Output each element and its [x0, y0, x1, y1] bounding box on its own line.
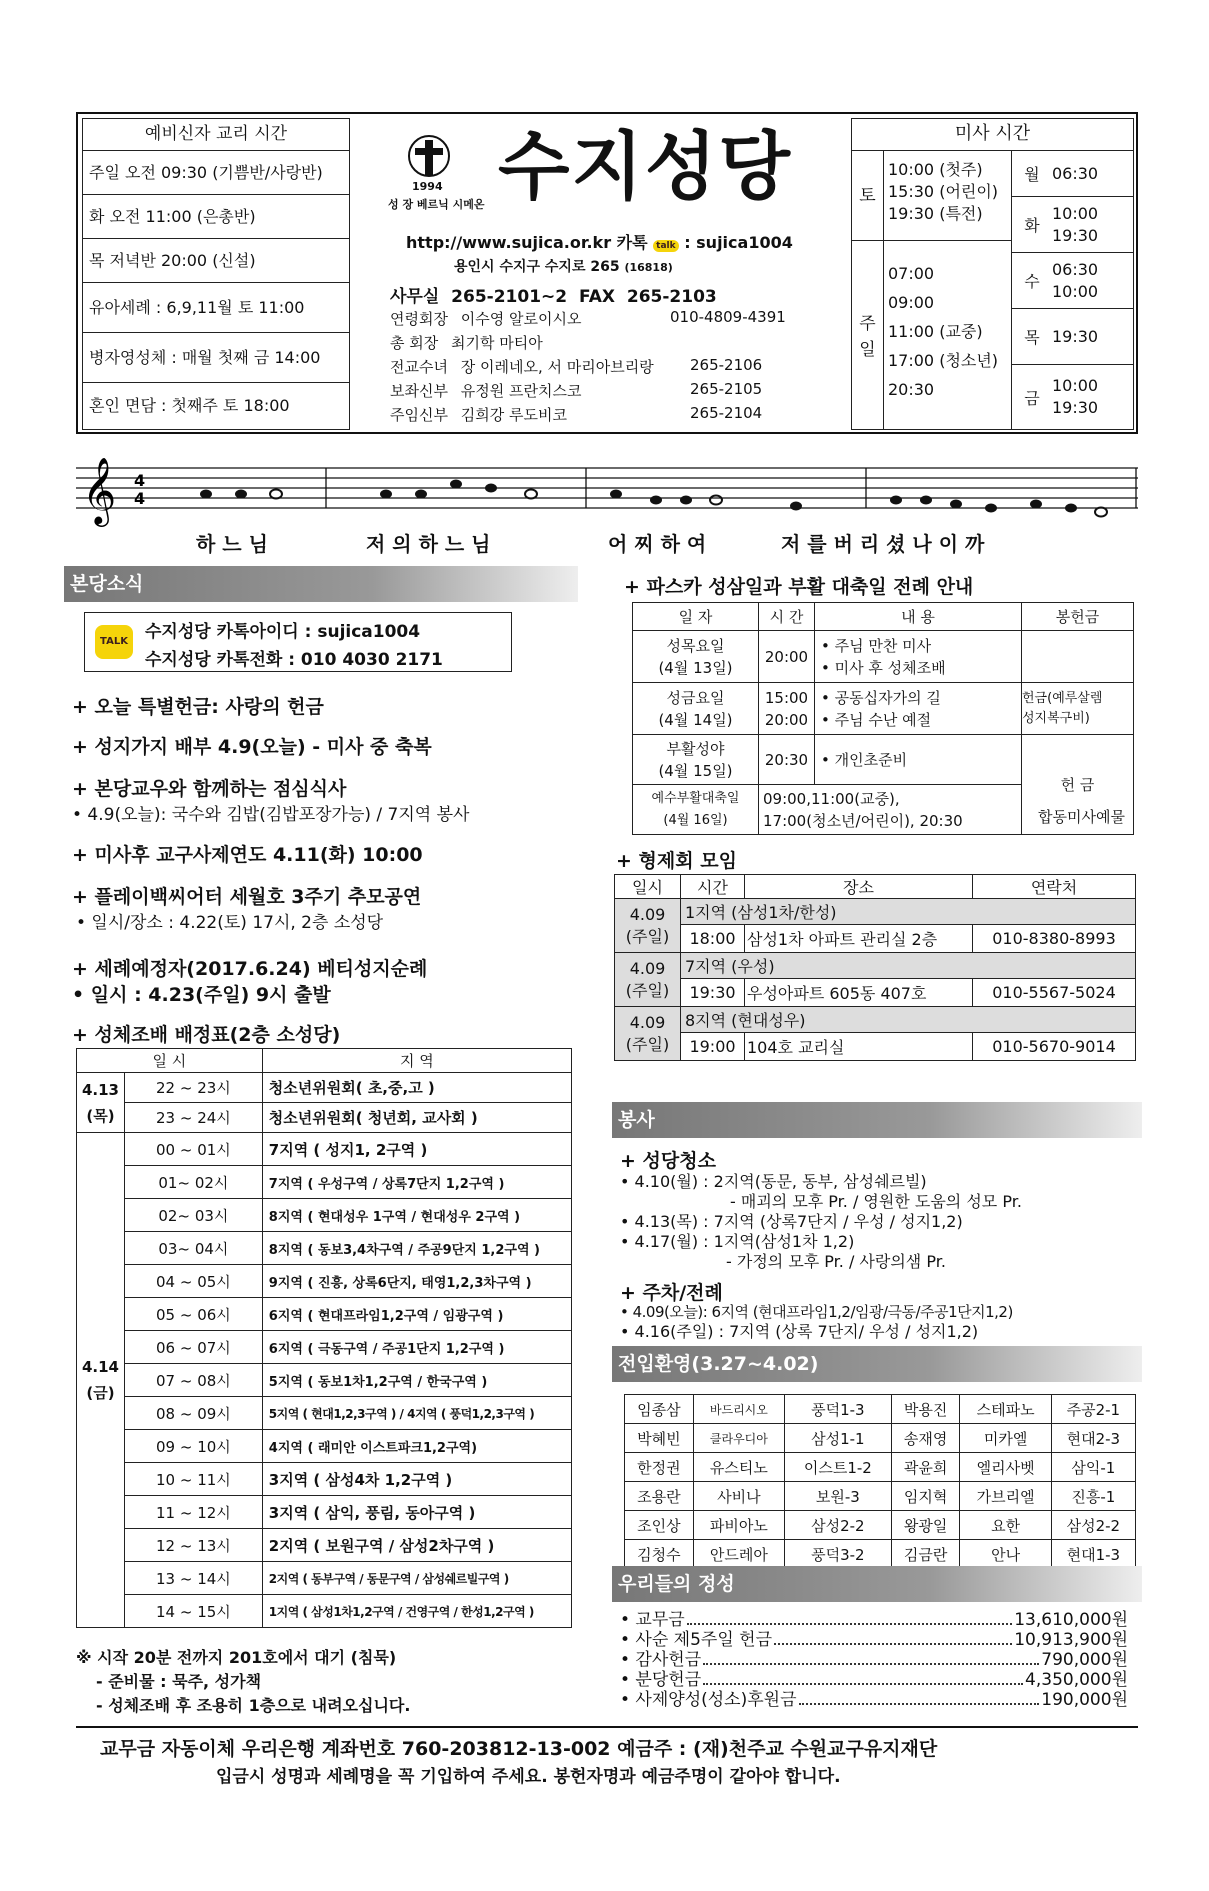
header-box — [76, 112, 1138, 434]
sun-label: 주 일 — [852, 241, 884, 429]
news-adoration-title: + 성체조배 배정표(2층 소성당) — [72, 1024, 341, 1046]
parking-title: + 주차/전례 — [620, 1282, 723, 1304]
parking-list: • 4.09(오늘): 6지역 (현대프라임1,2/임광/극동/주공1단지1,2) • 4.16(주일) : 7지역 (상록 7단지/ 우성 / 성지1,2) — [620, 1303, 1013, 1341]
talk-icon: TALK — [95, 625, 133, 659]
cleaning-list: • 4.10(월) : 2지역(동문, 동부, 삼성쉐르빌) - 매괴의 모후 Pr. / 영원한 도움의 성모 Pr. • 4.13(목) : 7지역 (상록7단지 / 우성 / 성지1,2) • 4.17(월) : 1지역(삼성1차 1,2) - 가정의 모후 Pr. / 사랑의샘 Pr. — [620, 1172, 1022, 1271]
news-special-offering: + 오늘 특별헌금: 사랑의 헌금 — [72, 696, 324, 718]
offering-list: • 교무금 13,610,000원 • 사순 제5주일 헌금 10,913,900원 • 감사헌금 790,000원 • 분당헌금 4,350,000원 • 사제양성(성소)후원금 190,000원 — [620, 1610, 1128, 1710]
section-bar-welcome: 전입환영(3.27~4.02) — [612, 1346, 1142, 1382]
mass-panel: 미사 시간 토 10:00 (첫주) 15:30 (어린이) 19:30 (특전) 주 일 07:00 09:00 11:00 (교중) 17:00 (청소년) 20:30 월 06:30 화 10:00 19:30 수 06:30 10:00 목 19:30 금 10:00 19:30 — [851, 118, 1134, 430]
easter-last-offering: 합동미사예물 — [1038, 808, 1125, 826]
lyric: 저 의 하 느 님 — [366, 532, 491, 556]
kakao-box — [84, 612, 512, 672]
office-line: 사무실 265-2101~2 FAX 265-2103 — [390, 287, 717, 307]
sat-time: 15:30 (어린이) — [888, 182, 999, 201]
section-bar-service: 봉사 — [612, 1102, 1142, 1138]
brothers-title: + 형제회 모임 — [616, 850, 737, 872]
adoration-day: 4.14 (금) — [77, 1133, 125, 1628]
welcome-table: 임종삼 바드리시오 풍덕1-3 박용진 스테파노 주공2-1 박혜빈 클라우디아 삼성1-1 송재영 미카엘 현대2-3 한정권 유스티노 이스트1-2 곽윤희 엘리사벳 삼익-1 조용란 사비나 보원-3 임지혁 가브리엘 진흥-1 조인상 파비아노 삼성2-2 왕광일 요한 삼성2-2 김청수 안드레아 풍덕3-2 김금란 안나 현대1-3 — [624, 1394, 1136, 1569]
news-lunch: + 본당교우와 함께하는 점심식사 — [72, 778, 347, 800]
svg-text:𝄞: 𝄞 — [82, 456, 117, 524]
adoration-header: 지 역 — [262, 1049, 571, 1073]
footer-line2: 입금시 성명과 세례명을 꼭 기입하여 주세요. 봉헌자명과 예금주명이 같아야 합니다. — [216, 1767, 841, 1787]
footer-rule — [76, 1726, 1138, 1728]
weekday: 목 — [1024, 328, 1040, 347]
sun-time: 09:00 — [888, 293, 935, 312]
news-playback-theater: + 플레이백씨어터 세월호 3주기 추모공연 — [72, 886, 422, 908]
kakao-label: 카톡 — [616, 233, 648, 252]
sat-time: 10:00 (첫주) — [888, 160, 983, 179]
staff-list — [390, 308, 786, 428]
section-bar-offerings: 우리들의 정성 — [612, 1566, 1142, 1602]
adoration-header: 일 시 — [77, 1049, 263, 1073]
sun-time: 20:30 — [888, 380, 935, 399]
catechism-row: 화 오전 11:00 (은총반) — [83, 195, 349, 239]
logo-caption: 성 장 베르닉 시메온 — [388, 198, 485, 211]
church-name: 수지성당 — [498, 124, 792, 210]
catechism-row: 유아세례 : 6,9,11월 토 11:00 — [83, 283, 349, 333]
sun-time: 07:00 — [888, 264, 935, 283]
news-playback-detail: • 일시/장소 : 4.22(토) 17시, 2층 소성당 — [76, 913, 384, 933]
easter-table: 일 자 시 간 내 용 봉헌금 성목요일 (4월 13일) 20:00 • 주님 만찬 미사 • 미사 후 성체조배 성금요일 (4월 14일) 15:00 20:00 • 공동십자가의 길 • 주님 수난 예절 헌금(예루살렘 성지복구비) 부활성야 (4월 15일) 20:30 • 개인초준비 헌 금 예수부활대축일 (4월 16일) 09:00,11:00(교중), 17:00(청소년/어린이), 20:30 — [632, 602, 1134, 835]
news-pilgrimage: + 세례예정자(2017.6.24) 베티성지순례 — [72, 958, 428, 980]
staff-row: 연령회장 이수영 알로이시오 010-4809-4391 — [390, 308, 786, 328]
staff-row: 전교수녀 장 이레네오, 서 마리아브리랑 265-2106 — [390, 356, 763, 376]
kakao-id: : sujica1004 — [684, 233, 793, 252]
adoration-notes: ※ 시작 20분 전까지 201호에서 대기 (침묵) - 준비물 : 묵주, 성가책 - 성체조배 후 조용히 1층으로 내려오십니다. — [76, 1648, 411, 1715]
news-priest-memorial: + 미사후 교구사제연도 4.11(화) 10:00 — [72, 844, 423, 866]
lyric: 하 느 님 — [196, 532, 268, 556]
music-staff — [76, 448, 1138, 558]
website[interactable]: http://www.sujica.or.kr — [406, 233, 612, 252]
brothers-table: 일시 시간 장소 연락처 4.09 (주일) 1지역 (삼성1차/한성) 18:00 삼성1차 아파트 관리실 2층 010-8380-8993 4.09 (주일) 7지역 (우성) 19:30 우성아파트 605동 407호 010-5567-5024 4.09 (주일) 8지역 (현대성우) 19:00 104호 교리실 010-5670-9014 — [614, 874, 1136, 1061]
mass-title: 미사 시간 — [852, 119, 1133, 151]
kakao-phone-line: 수지성당 카톡전화 : 010 4030 2171 — [145, 650, 443, 670]
address: 용인시 수지구 수지로 265 — [454, 259, 620, 275]
svg-text:4: 4 — [134, 489, 146, 508]
easter-title: + 파스카 성삼일과 부활 대축일 전례 안내 — [624, 576, 974, 598]
weekday: 월 — [1024, 165, 1040, 184]
news-pilgrimage-detail: • 일시 : 4.23(주일) 9시 출발 — [72, 984, 331, 1006]
staff-row: 보좌신부 유정원 프란치스코 265-2105 — [390, 380, 763, 400]
catechism-row: 목 저녁반 20:00 (신설) — [83, 239, 349, 283]
sun-time: 17:00 (청소년) — [888, 351, 999, 370]
catechism-row: 혼인 면담 : 첫째주 토 18:00 — [89, 396, 290, 415]
cleaning-title: + 성당청소 — [620, 1150, 716, 1172]
church-logo — [388, 132, 485, 218]
news-palm-branch: + 성지가지 배부 4.9(오늘) - 미사 중 축복 — [72, 736, 432, 758]
logo-year: 1994 — [412, 180, 443, 193]
adoration-table: 일 시 지 역 4.13 (목) 22 ~ 23시 청소년위원회( 초,중,고 ) 23 ~ 24시 청소년위원회( 청년회, 교사회 ) 4.14 (금) 00 ~ 01시 7지역 ( 성지1, 2구역 ) 01~ 02시 7지역 ( 우성구역 / 상록7단지 1,2구역 ) 02~ 03시 8지역 ( 현대성우 1구역 / 현대성우 2구역 ) 03~ 04시 8지역 ( 동보3,4차구역 / 주공9단지 1,2구역 ) 04 ~ 05시 9지역 ( 진흥, 상록6단지, 태영1,2,3차구역 ) 05 ~ 06시 6지역 ( 현대프라임1,2구역 / 임광구역 ) 06 ~ 07시 6지역 ( 극동구역 / 주공1단지 1,2구역 ) 07 ~ 08시 5지역 ( 동보1차1,2구역 / 한국구역 ) 08 ~ 09시 5지역 ( 현대1,2,3구역 ) / 4지역 ( 풍덕1,2,3구역 ) 09 ~ 10시 4지역 ( 래미안 이스트파크1,2구역) 10 ~ 11시 3지역 ( 삼성4차 1,2구역 ) 11 ~ 12시 3지역 ( 삼익, 풍림, 동아구역 ) 12 ~ 13시 2지역 ( 보원구역 / 삼성2차구역 ) 13 ~ 14시 2지역 ( 동부구역 / 동문구역 / 삼성쉐르빌구역 ) 14 ~ 15시 1지역 ( 삼성1차1,2구역 / 건영구역 / 한성1,2구역 ) — [76, 1048, 572, 1628]
kakao-icon: talk — [653, 240, 678, 252]
staff-row: 총 회장 최기학 마티아 — [390, 334, 543, 352]
sun-time: 11:00 (교중) — [888, 322, 983, 341]
adoration-day: 4.13 (목) — [77, 1073, 125, 1133]
catechism-row: 주일 오전 09:30 (기쁨반/사랑반) — [83, 151, 349, 195]
weekday: 금 — [1024, 388, 1040, 408]
kakao-id-line: 수지성당 카톡아이디 : sujica1004 — [145, 622, 421, 642]
footer-line1: 교무금 자동이체 우리은행 계좌번호 760-203812-13-002 예금주 : (재)천주교 수원교구유지재단 — [100, 1738, 938, 1760]
weekday: 화 — [1024, 216, 1040, 235]
news-lunch-detail: • 4.9(오늘): 국수와 김밥(김밥포장가능) / 7지역 봉사 — [72, 805, 470, 825]
music-notes-icon — [76, 448, 1138, 528]
catechism-row: 병자영성체 : 매월 첫째 금 14:00 — [83, 333, 349, 383]
lyric: 어 찌 하 여 — [608, 532, 707, 556]
postcode: (16818) — [624, 261, 673, 274]
catechism-title: 예비신자 교리 시간 — [83, 119, 349, 151]
svg-text:4: 4 — [134, 471, 146, 490]
weekday: 수 — [1024, 272, 1040, 291]
website-line — [406, 230, 793, 253]
sat-label: 토 — [852, 151, 884, 241]
lyric: 저 를 버 리 셨 나 이 까 — [781, 532, 985, 556]
section-bar-parish-news: 본당소식 — [64, 566, 578, 602]
address-line — [454, 256, 673, 276]
catechism-panel — [82, 118, 350, 430]
staff-row: 주임신부 김희강 루도비코 265-2104 — [390, 404, 763, 424]
sat-time: 19:30 (특전) — [888, 204, 983, 223]
